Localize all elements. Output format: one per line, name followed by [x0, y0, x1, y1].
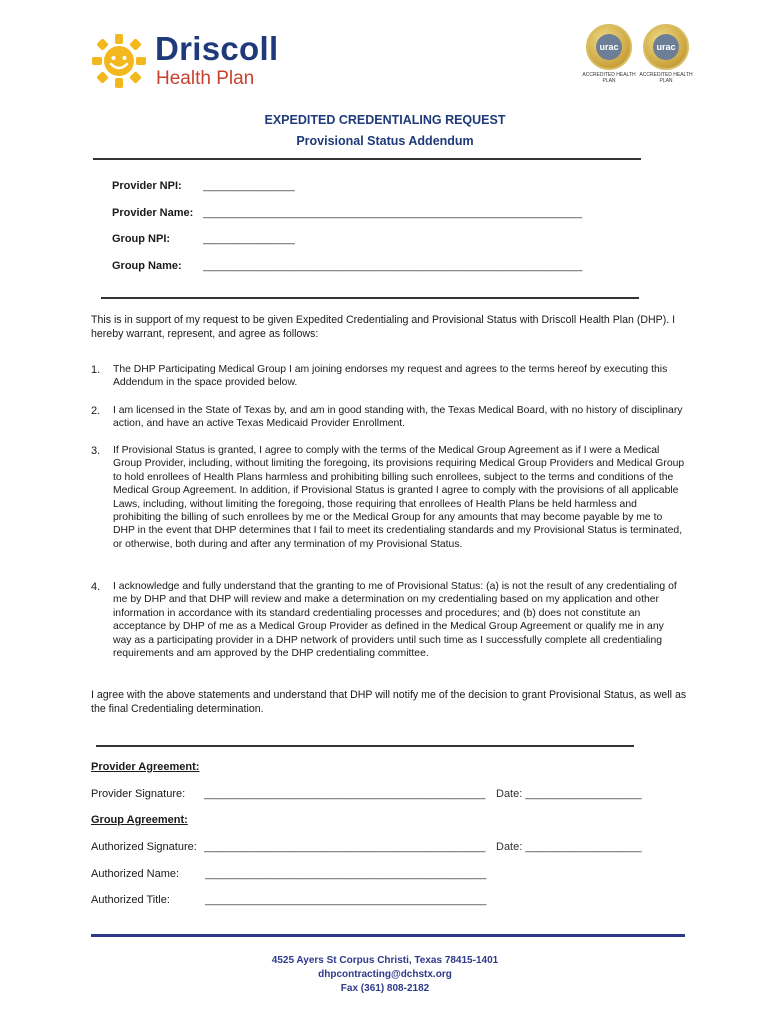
- group-name-field[interactable]: ______________________________________________________________: [203, 260, 583, 272]
- provider-signature-label: Provider Signature:: [91, 788, 186, 800]
- item-text: I am licensed in the State of Texas by, and am in good standing with, the Texas Medical Board, with no history of disciplinary action, and have an active Texas Medicaid Provider Enrollment.: [113, 405, 683, 430]
- footer-email[interactable]: dhpcontracting@dchstx.org: [318, 969, 452, 980]
- authorized-title-field[interactable]: ______________________________________________: [205, 894, 487, 906]
- seal-text: urac: [596, 34, 622, 60]
- page-subtitle: Provisional Status Addendum: [296, 134, 474, 148]
- seal-text: urac: [653, 34, 679, 60]
- provider-agreement-heading: Provider Agreement:: [91, 761, 200, 773]
- item-number: 3.: [91, 445, 101, 457]
- group-npi-field[interactable]: _______________: [203, 233, 295, 245]
- authorized-signature-field[interactable]: ______________________________________________: [204, 841, 486, 853]
- footer-fax: Fax (361) 808-2182: [340, 983, 430, 994]
- driscoll-sun-logo: [92, 34, 146, 88]
- item-text: I acknowledge and fully understand that the granting to me of Provisional Status: (a) is not the result of any credentialing of me by DHP and that DHP will review and make a determination on my credentialing based on my application and other information in accordance with its standard credentialing processes and procedures; and (b) does not constitute an acceptance by DHP of me as a Medical Group Provider as defined in the Medical Group Agreement or qualify me in any way as a participating provider in a DHP network of providers until such time as I successfully complete all credentialing requirements and am approved by the DHP credentialing committee.: [113, 581, 677, 660]
- item-text: The DHP Participating Medical Group I am joining endorses my request and agrees to the terms hereof by executing this Addendum in the space provided below.: [113, 364, 668, 389]
- item-text: If Provisional Status is granted, I agree to comply with the terms of the Medical Group Agreement as if I were a Medical Group Provider, including, without limiting the foregoing, its provisions requiring Medical Group Providers and Medical Group to hold enrollees of Health Plans harmless and prohibiting billing such enrollees, subject to the terms and conditions of the Medical Group Agreement. In addition, if Provisional Status is granted I agree to comply with the provisions of all applicable Laws, including, without limiting the foregoing, those requiring that enrollees of Health Plans be held harmless and prohibiting the billing of such enrollees by me or the Medical Group for any amounts that may become payable by me to DHP in the event that DHP determines that I fail to meet its credentialing standards and my Provisional Status is terminated, or otherwise, both during and after any termination of my Provisional Status.: [113, 445, 685, 550]
- closing-paragraph: I agree with the above statements and understand that DHP will notify me of the decision to grant Provisional Status, as well as the final Credentialing determination.: [91, 689, 687, 715]
- provider-name-label: Provider Name:: [112, 207, 194, 219]
- authorized-signature-label: Authorized Signature:: [91, 841, 197, 853]
- logo-wordmark: Driscoll: [155, 30, 279, 67]
- urac-seal-icon: [643, 24, 689, 70]
- item-number: 1.: [91, 364, 101, 376]
- seal-caption: ACCREDITED HEALTH PLAN: [639, 72, 693, 84]
- authorized-name-label: Authorized Name:: [91, 868, 180, 880]
- group-npi-label: Group NPI:: [112, 233, 171, 245]
- group-name-label: Group Name:: [112, 260, 182, 272]
- divider: [101, 297, 639, 299]
- seal-caption: ACCREDITED HEALTH PLAN: [582, 72, 636, 84]
- provider-name-field[interactable]: ______________________________________________________________: [203, 207, 583, 219]
- provider-npi-label: Provider NPI:: [112, 180, 182, 192]
- item-number: 2.: [91, 405, 101, 417]
- authorized-title-label: Authorized Title:: [91, 894, 170, 906]
- footer-address: 4525 Ayers St Corpus Christi, Texas 78415-1401: [271, 955, 499, 966]
- divider: [93, 158, 641, 160]
- item-number: 4.: [91, 581, 101, 593]
- provider-npi-field[interactable]: _______________: [203, 180, 295, 192]
- logo-subtitle: Health Plan: [156, 68, 255, 89]
- provider-signature-field[interactable]: ______________________________________________: [204, 788, 486, 800]
- page-title: EXPEDITED CREDENTIALING REQUEST: [264, 113, 506, 127]
- group-date-field[interactable]: Date: ___________________: [496, 841, 642, 853]
- footer-bar: [91, 934, 685, 937]
- urac-seal-icon: [586, 24, 632, 70]
- group-agreement-heading: Group Agreement:: [91, 814, 188, 826]
- divider: [96, 745, 634, 747]
- provider-date-field[interactable]: Date: ___________________: [496, 788, 642, 800]
- authorized-name-field[interactable]: ______________________________________________: [205, 868, 487, 880]
- intro-paragraph: This is in support of my request to be given Expedited Credentialing and Provisional Status with Driscoll Health Plan (DHP). I hereby warrant, represent, and agree as follows:: [91, 314, 676, 340]
